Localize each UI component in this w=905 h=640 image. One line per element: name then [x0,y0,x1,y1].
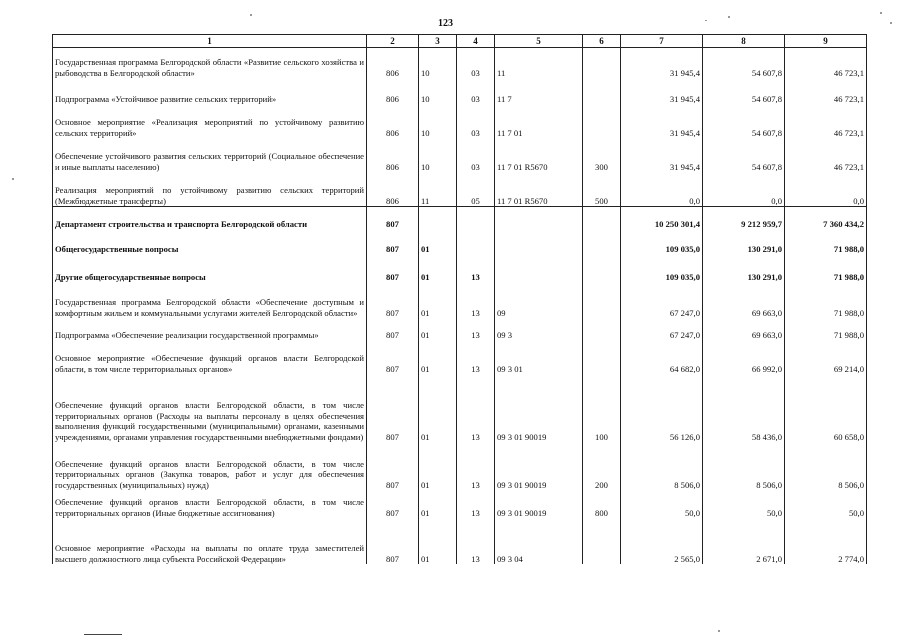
scan-speck [880,12,882,14]
code-subsection: 05 [457,172,495,207]
column-header: 7 [621,35,703,48]
code-section: 01 [419,282,457,318]
code-admin: 807 [367,518,419,564]
code-expense-type [583,104,621,138]
code-subsection: 13 [457,282,495,318]
amount-year-3: 69 214,0 [785,340,867,374]
code-target: 11 7 [495,78,583,104]
amount-year-1: 0,0 [621,172,703,207]
code-section: 10 [419,104,457,138]
code-admin: 806 [367,48,419,79]
code-subsection: 13 [457,442,495,490]
row-name: Основное мероприятие «Расходы на выплаты по оплате труда заместителей высшего должностного лица субъекта Российской Федерации» [53,518,367,564]
row-name: Другие общегосударственные вопросы [53,254,367,282]
row-name: Обеспечение функций органов власти Белгородской области, в том числе территориальных органов (Иные бюджетные ассигнования) [53,490,367,518]
code-admin: 807 [367,318,419,340]
code-expense-type [583,48,621,79]
amount-year-2: 54 607,8 [703,78,785,104]
row-name: Общегосударственные вопросы [53,229,367,254]
code-target [495,229,583,254]
row-name: Департамент строительства и транспорта Белгородской области [53,207,367,230]
code-subsection [457,229,495,254]
row-name: Государственная программа Белгородской области «Развитие сельского хозяйства и рыбоводства в Белгородской области» [53,48,367,79]
code-section: 01 [419,490,457,518]
scan-speck [718,630,720,632]
code-target: 09 [495,282,583,318]
amount-year-3: 0,0 [785,172,867,207]
code-target: 11 7 01 R5670 [495,138,583,172]
code-subsection: 03 [457,48,495,79]
amount-year-3: 71 988,0 [785,254,867,282]
column-header: 2 [367,35,419,48]
code-target [495,254,583,282]
code-section: 01 [419,318,457,340]
code-expense-type: 800 [583,490,621,518]
code-target: 09 3 01 90019 [495,442,583,490]
code-target: 09 3 04 [495,518,583,564]
code-section: 01 [419,374,457,442]
code-expense-type [583,78,621,104]
row-name: Государственная программа Белгородской области «Обеспечение доступным и комфортным жильем и коммунальными услугами жителей Белгородской области» [53,282,367,318]
column-header: 8 [703,35,785,48]
bottom-rule [84,634,122,635]
code-admin: 807 [367,229,419,254]
table-row [53,374,867,442]
amount-year-3: 2 774,0 [785,518,867,564]
table-row [53,172,867,207]
amount-year-1: 64 682,0 [621,340,703,374]
table-row [53,490,867,518]
column-header: 4 [457,35,495,48]
amount-year-1: 67 247,0 [621,282,703,318]
amount-year-2: 2 671,0 [703,518,785,564]
table-row [53,104,867,138]
code-admin: 806 [367,78,419,104]
amount-year-3: 46 723,1 [785,78,867,104]
code-expense-type [583,318,621,340]
amount-year-1: 67 247,0 [621,318,703,340]
table-row [53,78,867,104]
table-row [53,207,867,230]
code-section: 01 [419,229,457,254]
row-name: Основное мероприятие «Реализация мероприятий по устойчивому развитию сельских территорий» [53,104,367,138]
row-name: Подпрограмма «Устойчивое развитие сельских территорий» [53,78,367,104]
scan-speck [250,14,252,16]
amount-year-1: 109 035,0 [621,254,703,282]
code-subsection: 03 [457,138,495,172]
amount-year-2: 8 506,0 [703,442,785,490]
code-expense-type [583,229,621,254]
amount-year-2: 9 212 959,7 [703,207,785,230]
code-expense-type: 500 [583,172,621,207]
amount-year-3: 50,0 [785,490,867,518]
code-expense-type: 100 [583,374,621,442]
code-target: 09 3 01 90019 [495,374,583,442]
code-admin: 807 [367,207,419,230]
amount-year-2: 66 992,0 [703,340,785,374]
amount-year-1: 31 945,4 [621,138,703,172]
table-row [53,48,867,79]
code-expense-type [583,518,621,564]
amount-year-1: 31 945,4 [621,104,703,138]
scan-speck [890,22,892,24]
row-name: Подпрограмма «Обеспечение реализации государственной программы» [53,318,367,340]
code-subsection: 13 [457,318,495,340]
amount-year-1: 31 945,4 [621,78,703,104]
code-admin: 806 [367,172,419,207]
code-subsection: 03 [457,78,495,104]
row-name: Обеспечение устойчивого развития сельских территорий (Социальное обеспечение и иные выплаты населению) [53,138,367,172]
code-subsection [457,207,495,230]
amount-year-3: 71 988,0 [785,318,867,340]
table-row [53,254,867,282]
row-name: Обеспечение функций органов власти Белгородской области, в том числе территориальных органов (Расходы на выплаты персоналу в целях обеспечения выполнения функций государственными (муниципальными) органами, казенными учреждениями, органами управления государственными внебюджетными фондами) [53,374,367,442]
code-target: 09 3 01 [495,340,583,374]
code-subsection: 13 [457,374,495,442]
code-expense-type [583,254,621,282]
amount-year-3: 46 723,1 [785,104,867,138]
code-expense-type [583,282,621,318]
code-section [419,207,457,230]
amount-year-1: 2 565,0 [621,518,703,564]
amount-year-2: 0,0 [703,172,785,207]
table-row [53,138,867,172]
code-expense-type: 200 [583,442,621,490]
column-header: 6 [583,35,621,48]
code-target: 11 [495,48,583,79]
code-expense-type [583,207,621,230]
amount-year-3: 7 360 434,2 [785,207,867,230]
code-admin: 807 [367,442,419,490]
amount-year-1: 56 126,0 [621,374,703,442]
row-name: Основное мероприятие «Обеспечение функций органов власти Белгородской области, в том числе территориальных органов» [53,340,367,374]
amount-year-2: 54 607,8 [703,104,785,138]
amount-year-1: 8 506,0 [621,442,703,490]
code-section: 01 [419,254,457,282]
column-number-header [53,35,867,48]
code-admin: 806 [367,138,419,172]
column-header: 3 [419,35,457,48]
amount-year-2: 69 663,0 [703,318,785,340]
code-admin: 807 [367,490,419,518]
code-admin: 806 [367,104,419,138]
code-admin: 807 [367,374,419,442]
amount-year-2: 69 663,0 [703,282,785,318]
code-target: 11 7 01 [495,104,583,138]
amount-year-2: 130 291,0 [703,229,785,254]
amount-year-1: 10 250 301,4 [621,207,703,230]
code-subsection: 03 [457,104,495,138]
code-section: 10 [419,48,457,79]
table-row [53,282,867,318]
code-subsection: 13 [457,490,495,518]
code-section: 10 [419,138,457,172]
code-section: 01 [419,340,457,374]
amount-year-1: 50,0 [621,490,703,518]
column-header: 5 [495,35,583,48]
table-row [53,518,867,564]
code-subsection: 13 [457,340,495,374]
amount-year-1: 31 945,4 [621,48,703,79]
code-section: 10 [419,78,457,104]
amount-year-2: 50,0 [703,490,785,518]
amount-year-3: 8 506,0 [785,442,867,490]
code-target [495,207,583,230]
code-admin: 807 [367,282,419,318]
scan-speck [728,16,730,18]
amount-year-1: 109 035,0 [621,229,703,254]
table-row [53,229,867,254]
code-subsection: 13 [457,254,495,282]
amount-year-2: 54 607,8 [703,48,785,79]
code-subsection: 13 [457,518,495,564]
budget-table [52,34,867,564]
amount-year-2: 58 436,0 [703,374,785,442]
amount-year-3: 60 658,0 [785,374,867,442]
column-header: 1 [53,35,367,48]
code-target: 11 7 01 R5670 [495,172,583,207]
amount-year-3: 71 988,0 [785,282,867,318]
amount-year-2: 54 607,8 [703,138,785,172]
page-number: 123 [438,18,453,29]
amount-year-3: 71 988,0 [785,229,867,254]
code-section: 01 [419,442,457,490]
code-admin: 807 [367,340,419,374]
code-expense-type [583,340,621,374]
amount-year-3: 46 723,1 [785,48,867,79]
row-name: Обеспечение функций органов власти Белгородской области, в том числе территориальных органов (Закупка товаров, работ и услуг для обеспечения государственных (муниципальных) нужд) [53,442,367,490]
scan-speck [705,20,707,21]
column-header: 9 [785,35,867,48]
table-row [53,442,867,490]
code-section: 01 [419,518,457,564]
code-target: 09 3 01 90019 [495,490,583,518]
code-section: 11 [419,172,457,207]
row-name: Реализация мероприятий по устойчивому развитию сельских территорий (Межбюджетные трансферты) [53,172,367,207]
scan-speck [12,178,14,180]
code-admin: 807 [367,254,419,282]
amount-year-2: 130 291,0 [703,254,785,282]
table-row [53,318,867,340]
code-expense-type: 300 [583,138,621,172]
code-target: 09 3 [495,318,583,340]
amount-year-3: 46 723,1 [785,138,867,172]
table-row [53,340,867,374]
